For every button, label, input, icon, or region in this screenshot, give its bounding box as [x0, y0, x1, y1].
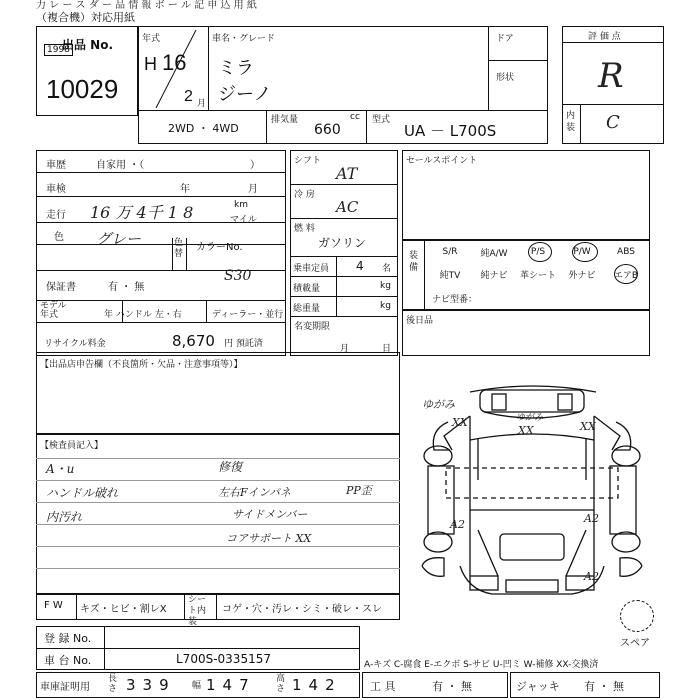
width-label: 幅: [192, 681, 202, 691]
mark-front-center-xx: XX: [518, 424, 534, 437]
fuel-label: 燃 料: [294, 224, 315, 234]
seat-label: シート内装: [188, 595, 207, 627]
inspector-label: 【検査員記入】: [40, 441, 104, 451]
month-value: 2: [184, 88, 193, 105]
grade-score: R: [598, 56, 624, 96]
year-era: H: [144, 54, 157, 74]
car-damage-diagram: [408, 380, 658, 604]
inspector-right-4: コアサポート XX: [226, 532, 312, 545]
inspector-right-2: 左右Fインパネ: [218, 486, 291, 499]
inspector-right-3: サイドメンバー: [232, 508, 308, 521]
inspector-right-1: 修復: [218, 460, 243, 474]
displacement-label: 排気量: [271, 115, 299, 125]
inspector-pp-note: PP歪: [346, 484, 372, 497]
displacement-value: 660: [314, 122, 341, 138]
mark-top-left: ゆがみ: [422, 398, 455, 411]
mile-label: マイル: [230, 215, 257, 225]
tools-value: 有 ・ 無: [432, 680, 472, 693]
shift-value: AT: [336, 164, 358, 183]
capacity-unit: 名: [382, 264, 392, 274]
model-year-label: モデル年式: [40, 301, 67, 320]
airbag-circle: [614, 264, 638, 284]
model-label: 型式: [372, 115, 391, 125]
chassis-value: L700S-0335157: [176, 652, 271, 666]
inspector-line-3: 内汚れ: [46, 510, 83, 524]
mark-front-center: ゆがみ: [516, 413, 544, 423]
inspection-year: 年: [180, 184, 190, 195]
mark-top-right-xx: XX: [580, 420, 596, 433]
lot-year-box: [44, 44, 73, 56]
dimensions-label: 車庫証明用: [40, 682, 90, 693]
weight-unit: kg: [380, 301, 391, 311]
jack-label: ジャッキ: [516, 680, 560, 693]
history-label: 車歴: [46, 160, 66, 171]
cc-label: cc: [350, 112, 360, 122]
interior-label: 内装: [566, 111, 576, 133]
color-no-label: カラーNo.: [196, 242, 243, 253]
declaration-label: 【出品店申告欄（不良箇所・欠品・注意事項等）】: [40, 360, 243, 370]
equipment-cell: 純TV: [439, 270, 461, 281]
month-suffix: 月: [197, 99, 207, 109]
warranty-value: 有 ・ 無: [108, 282, 145, 293]
shift-label: シフト: [294, 156, 322, 166]
load-unit: kg: [380, 281, 391, 291]
height-value: 142: [292, 676, 342, 694]
equipment-label: 装備: [409, 251, 419, 273]
seat-items: コゲ・穴・汚レ・シミ・破レ・スレ: [222, 604, 382, 615]
model-value: UA － L700S: [404, 122, 497, 140]
dealer-label: ディーラー・並行: [212, 310, 284, 320]
mileage-label: 走行: [46, 210, 66, 221]
equipment-cell: 純A/W: [480, 248, 508, 259]
name-change-label: 名変期限: [294, 322, 331, 332]
fuel-value: ガソリン: [318, 236, 367, 250]
mark-right-a2: A2: [584, 512, 599, 525]
lot-label: 出品 No.: [62, 38, 114, 52]
header-subtitle: （複合機）対応用紙: [36, 11, 135, 24]
width-value: 147: [206, 676, 256, 694]
fw-items: キズ・ヒビ・割レX: [80, 604, 167, 615]
lot-number: 10029: [46, 74, 119, 104]
fw-label: F W: [44, 600, 63, 611]
after-box: [402, 310, 650, 356]
ps-circle: [528, 242, 552, 262]
drive-value: 2WD ・ 4WD: [168, 122, 239, 135]
inspection-label: 車検: [46, 184, 66, 195]
pw-circle: [572, 242, 598, 262]
year-label: 年式: [142, 34, 161, 44]
history-value: 自家用 ・（: [96, 160, 145, 171]
ac-label: 冷 房: [294, 190, 315, 200]
km-label: km: [234, 200, 248, 210]
spare-label: スペア: [620, 638, 650, 649]
damage-legend: A-キズ C-腐食 E-エクボ S-サビ U-凹ミ W-補修 XX-交換済: [364, 660, 599, 670]
car-grade: ジーノ: [218, 84, 272, 105]
recycle-value: 8,670: [172, 332, 215, 350]
history-close: ）: [250, 160, 260, 171]
tools-label: 工 具: [370, 680, 396, 693]
inspector-line-1: A・u: [46, 462, 75, 476]
equipment-cell: 革シート: [519, 270, 556, 281]
equipment-cell: 純ナビ: [480, 270, 508, 281]
mark-left-a2: A2: [450, 518, 465, 531]
grade-label: 評 価 点: [588, 32, 621, 42]
lot-year: 1998: [47, 45, 70, 55]
equipment-cell: エアB: [613, 270, 639, 281]
color-change-label: 色替: [174, 238, 184, 259]
handle-label: 年 ハンドル 左・右: [104, 310, 182, 320]
name-change-day: 日: [382, 344, 392, 354]
equipment-cell: 外ナビ: [568, 270, 596, 281]
color-no-value: S30: [224, 268, 252, 284]
header-top-line: 力 レ ー ス ダ ー 品 情 報 ボ ー ル 記 申 込 用 紙: [36, 0, 257, 11]
length-label: 長さ: [108, 674, 118, 694]
after-label: 後日品: [406, 316, 434, 326]
spare-tire-icon: [620, 600, 654, 632]
height-label: 高さ: [276, 674, 286, 694]
sales-point-label: セールスポイント: [406, 156, 478, 166]
reg-label: 登 録 No.: [44, 632, 92, 645]
name-change-month: 月: [340, 344, 350, 354]
capacity-value: 4: [356, 259, 364, 273]
interior-score: C: [606, 112, 620, 133]
year-value: 16: [162, 50, 187, 75]
color-label: 色: [54, 232, 64, 243]
navi-label: ナビ型番：: [432, 295, 478, 305]
mileage-value: 16 万 4千 1 8: [90, 203, 194, 222]
recycle-unit: 円 預託済: [224, 339, 263, 349]
mark-top-left-xx: XX: [452, 416, 468, 429]
chassis-label: 車 台 No.: [44, 654, 92, 667]
load-label: 積載量: [293, 284, 321, 294]
ac-value: AC: [336, 198, 359, 216]
inspector-line-2: ハンドル破れ: [46, 486, 119, 500]
jack-value: 有 ・ 無: [584, 680, 624, 693]
car-name: ミラ: [218, 58, 254, 79]
equipment-cell: ABS: [617, 247, 635, 257]
equipment-cell: S/R: [442, 247, 458, 257]
warranty-label: 保証書: [46, 282, 76, 293]
capacity-label: 乗車定員: [293, 264, 330, 274]
inspection-month: 月: [248, 184, 258, 195]
weight-label: 総重量: [293, 304, 321, 314]
recycle-label: リサイクル料金: [44, 339, 106, 349]
length-value: 339: [126, 676, 176, 694]
color-value: グレー: [96, 230, 142, 248]
door-label: ドア: [496, 34, 514, 44]
equipment-cell: P/S: [530, 247, 546, 257]
name-label: 車名・グレード: [212, 34, 276, 44]
mark-right-a2-lower: A2: [584, 570, 599, 583]
shape-label: 形状: [496, 73, 515, 83]
equipment-cell: P/W: [573, 247, 591, 257]
